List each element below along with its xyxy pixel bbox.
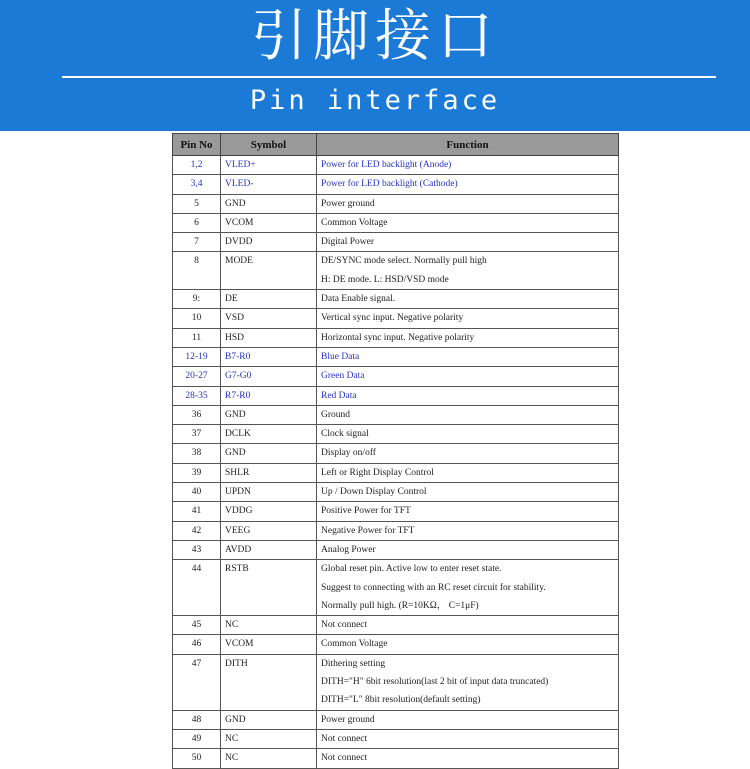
table-row bbox=[173, 616, 619, 635]
function-cell bbox=[317, 328, 619, 347]
symbol-cell: DE bbox=[221, 290, 317, 309]
function-cell bbox=[317, 347, 619, 366]
symbol-cell: VCOM bbox=[221, 635, 317, 654]
function-line: Horizontal sync input. Negative polarity bbox=[321, 332, 475, 343]
pin-number-cell: 40 bbox=[173, 483, 221, 502]
page-title: 引脚接口 bbox=[251, 4, 499, 69]
function-line: H: DE mode. L: HSD/VSD mode bbox=[321, 274, 449, 285]
table-row bbox=[173, 194, 619, 213]
symbol-cell: VLED- bbox=[221, 175, 317, 194]
function-line: Common Voltage bbox=[321, 217, 388, 228]
pin-number-cell: 1,2 bbox=[173, 156, 221, 175]
symbol-cell: NC bbox=[221, 729, 317, 748]
function-cell bbox=[317, 654, 619, 710]
symbol-cell: NC bbox=[221, 749, 317, 768]
header-function: Function bbox=[317, 134, 619, 156]
pin-number-cell: 9: bbox=[173, 290, 221, 309]
pin-number-cell: 3,4 bbox=[173, 175, 221, 194]
function-cell bbox=[317, 729, 619, 748]
table-row bbox=[173, 710, 619, 729]
table-row bbox=[173, 483, 619, 502]
function-line: DE/SYNC mode select. Normally pull high bbox=[321, 256, 487, 267]
table-row bbox=[173, 347, 619, 366]
pin-number-cell: 44 bbox=[173, 560, 221, 616]
function-cell bbox=[317, 540, 619, 559]
pin-number-cell: 48 bbox=[173, 710, 221, 729]
function-line: Blue Data bbox=[321, 351, 360, 362]
symbol-cell: VCOM bbox=[221, 213, 317, 232]
function-cell bbox=[317, 560, 619, 616]
table-row bbox=[173, 540, 619, 559]
table-row bbox=[173, 233, 619, 252]
table-row bbox=[173, 749, 619, 768]
function-cell bbox=[317, 194, 619, 213]
function-line: Green Data bbox=[321, 371, 365, 382]
pin-number-cell: 6 bbox=[173, 213, 221, 232]
symbol-cell: VLED+ bbox=[221, 156, 317, 175]
symbol-cell: DITH bbox=[221, 654, 317, 710]
pin-number-cell: 20-27 bbox=[173, 367, 221, 386]
pin-number-cell: 42 bbox=[173, 521, 221, 540]
symbol-cell: B7-R0 bbox=[221, 347, 317, 366]
symbol-cell: R7-R0 bbox=[221, 386, 317, 405]
pin-number-cell: 11 bbox=[173, 328, 221, 347]
title-divider bbox=[62, 76, 716, 78]
table-row bbox=[173, 729, 619, 748]
table-row bbox=[173, 635, 619, 654]
function-cell bbox=[317, 444, 619, 463]
table-row bbox=[173, 290, 619, 309]
symbol-cell: GND bbox=[221, 194, 317, 213]
function-line: Global reset pin. Active low to enter reset state. bbox=[321, 564, 502, 575]
pin-number-cell: 7 bbox=[173, 233, 221, 252]
pin-number-cell: 28-35 bbox=[173, 386, 221, 405]
pin-number-cell: 39 bbox=[173, 463, 221, 482]
function-line: Common Voltage bbox=[321, 639, 388, 650]
function-cell bbox=[317, 502, 619, 521]
table-row bbox=[173, 328, 619, 347]
function-line: Red Data bbox=[321, 390, 357, 401]
function-line: Left or Right Display Control bbox=[321, 467, 434, 478]
symbol-cell: VSD bbox=[221, 309, 317, 328]
function-cell bbox=[317, 233, 619, 252]
symbol-cell: DCLK bbox=[221, 425, 317, 444]
function-line: Display on/off bbox=[321, 448, 376, 459]
pin-table bbox=[172, 133, 619, 769]
function-line: Ground bbox=[321, 409, 351, 420]
pin-table-body bbox=[173, 156, 619, 769]
table-row bbox=[173, 367, 619, 386]
symbol-cell: RSTB bbox=[221, 560, 317, 616]
function-line: Not connect bbox=[321, 620, 368, 631]
pin-number-cell: 49 bbox=[173, 729, 221, 748]
table-row bbox=[173, 252, 619, 290]
pin-number-cell: 47 bbox=[173, 654, 221, 710]
table-row bbox=[173, 654, 619, 710]
table-row bbox=[173, 425, 619, 444]
function-cell bbox=[317, 483, 619, 502]
pin-number-cell: 37 bbox=[173, 425, 221, 444]
pin-number-cell: 43 bbox=[173, 540, 221, 559]
function-line: Dithering setting bbox=[321, 658, 386, 669]
pin-number-cell: 36 bbox=[173, 405, 221, 424]
function-line: DITH="L" 8bit resolution(default setting) bbox=[321, 695, 481, 706]
function-line: DITH="H" 6bit resolution(last 2 bit of input data truncated) bbox=[321, 677, 549, 688]
table-row bbox=[173, 502, 619, 521]
header-pin-no: Pin No bbox=[173, 134, 221, 156]
table-row bbox=[173, 521, 619, 540]
table-row bbox=[173, 463, 619, 482]
function-cell bbox=[317, 213, 619, 232]
function-cell bbox=[317, 367, 619, 386]
table-row bbox=[173, 156, 619, 175]
pin-number-cell: 5 bbox=[173, 194, 221, 213]
symbol-cell: NC bbox=[221, 616, 317, 635]
function-line: Positive Power for TFT bbox=[321, 506, 411, 517]
function-cell bbox=[317, 309, 619, 328]
pin-number-cell: 12-19 bbox=[173, 347, 221, 366]
function-line: Data Enable signal. bbox=[321, 294, 396, 305]
pin-number-cell: 38 bbox=[173, 444, 221, 463]
function-cell bbox=[317, 386, 619, 405]
function-line: Clock signal bbox=[321, 429, 369, 440]
function-cell bbox=[317, 156, 619, 175]
table-row bbox=[173, 444, 619, 463]
function-cell bbox=[317, 425, 619, 444]
symbol-cell: UPDN bbox=[221, 483, 317, 502]
symbol-cell: VDDG bbox=[221, 502, 317, 521]
table-row bbox=[173, 386, 619, 405]
function-cell bbox=[317, 749, 619, 768]
table-row bbox=[173, 309, 619, 328]
function-line: Analog Power bbox=[321, 544, 376, 555]
symbol-cell: MODE bbox=[221, 252, 317, 290]
symbol-cell: DVDD bbox=[221, 233, 317, 252]
symbol-cell: SHLR bbox=[221, 463, 317, 482]
pin-number-cell: 41 bbox=[173, 502, 221, 521]
symbol-cell: GND bbox=[221, 444, 317, 463]
function-line: Digital Power bbox=[321, 237, 375, 248]
symbol-cell: HSD bbox=[221, 328, 317, 347]
pin-number-cell: 8 bbox=[173, 252, 221, 290]
table-row bbox=[173, 175, 619, 194]
function-cell bbox=[317, 635, 619, 654]
symbol-cell: AVDD bbox=[221, 540, 317, 559]
symbol-cell: GND bbox=[221, 710, 317, 729]
function-line: Power for LED backlight (Cathode) bbox=[321, 179, 458, 190]
function-line: Suggest to connecting with an RC reset circuit for stability. bbox=[321, 582, 546, 593]
symbol-cell: VEEG bbox=[221, 521, 317, 540]
table-row bbox=[173, 213, 619, 232]
function-cell bbox=[317, 252, 619, 290]
function-cell bbox=[317, 175, 619, 194]
function-cell bbox=[317, 405, 619, 424]
header-symbol: Symbol bbox=[221, 134, 317, 156]
table-row bbox=[173, 560, 619, 616]
pin-number-cell: 46 bbox=[173, 635, 221, 654]
function-cell bbox=[317, 463, 619, 482]
pin-number-cell: 50 bbox=[173, 749, 221, 768]
function-line: Not connect bbox=[321, 733, 368, 744]
table-header-row bbox=[173, 134, 619, 156]
table-row bbox=[173, 405, 619, 424]
function-line: Normally pull high. (R=10KΩ， C=1μF) bbox=[321, 600, 479, 611]
function-line: Up / Down Display Control bbox=[321, 487, 427, 498]
function-line: Negative Power for TFT bbox=[321, 525, 415, 536]
function-line: Not connect bbox=[321, 753, 368, 764]
function-cell bbox=[317, 521, 619, 540]
page-subtitle: Pin interface bbox=[249, 85, 501, 116]
function-line: Vertical sync input. Negative polarity bbox=[321, 313, 464, 324]
header-banner bbox=[0, 0, 750, 131]
pin-number-cell: 10 bbox=[173, 309, 221, 328]
symbol-cell: G7-G0 bbox=[221, 367, 317, 386]
function-line: Power ground bbox=[321, 714, 375, 725]
function-line: Power ground bbox=[321, 198, 375, 209]
function-cell bbox=[317, 710, 619, 729]
symbol-cell: GND bbox=[221, 405, 317, 424]
function-line: Power for LED backlight (Anode) bbox=[321, 160, 452, 170]
function-cell bbox=[317, 616, 619, 635]
pin-number-cell: 45 bbox=[173, 616, 221, 635]
function-cell bbox=[317, 290, 619, 309]
